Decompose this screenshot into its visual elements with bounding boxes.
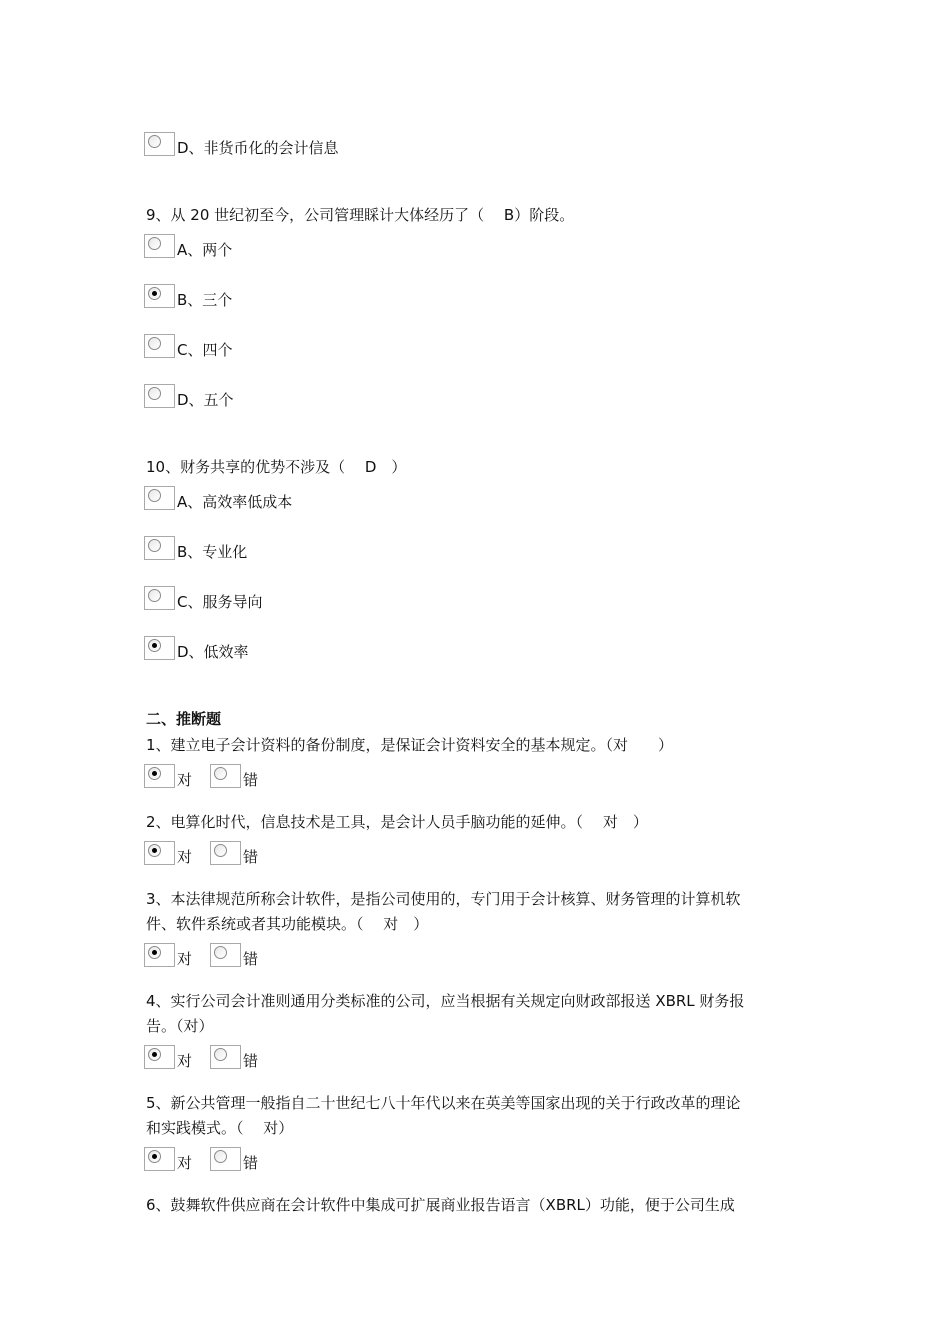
- option-label: A、两个: [177, 241, 233, 259]
- option-label: C、四个: [177, 341, 233, 359]
- tf-question-4-options: [144, 1039, 258, 1069]
- radio-button-checked[interactable]: [148, 639, 161, 652]
- tf-question-1-stem: 1、建立电子会计资料的备份制度，是保证会计资料安全的基本规定。（对 ）: [146, 736, 674, 754]
- radio-box[interactable]: [144, 132, 175, 156]
- radio-button-checked[interactable]: [148, 946, 161, 959]
- q10-option-d[interactable]: [144, 628, 249, 660]
- false-label: 错: [243, 848, 259, 866]
- radio-box[interactable]: [210, 841, 241, 865]
- true-label: 对: [177, 771, 193, 789]
- false-label: 错: [243, 1154, 259, 1172]
- option-label: D、五个: [177, 391, 234, 409]
- radio-button[interactable]: [148, 337, 161, 350]
- true-label: 对: [177, 1052, 193, 1070]
- radio-button-checked[interactable]: [148, 844, 161, 857]
- radio-box[interactable]: [210, 764, 241, 788]
- radio-box[interactable]: [144, 284, 175, 308]
- false-option[interactable]: [210, 1147, 258, 1171]
- radio-box[interactable]: [144, 1147, 175, 1171]
- radio-box[interactable]: [144, 1045, 175, 1069]
- radio-button-checked[interactable]: [148, 1048, 161, 1061]
- option-label: A、高效率低成本: [177, 493, 293, 511]
- radio-box[interactable]: [144, 943, 175, 967]
- true-label: 对: [177, 1154, 193, 1172]
- radio-box[interactable]: [144, 384, 175, 408]
- radio-button[interactable]: [214, 767, 227, 780]
- option-label: B、专业化: [177, 543, 248, 561]
- true-option[interactable]: [144, 764, 192, 788]
- tf-question-5-stem-line2: 和实践模式。（ 对）: [146, 1119, 294, 1137]
- tf-question-3-options: [144, 937, 258, 967]
- q9-option-a[interactable]: [144, 226, 232, 258]
- radio-box[interactable]: [210, 1045, 241, 1069]
- true-option[interactable]: [144, 841, 192, 865]
- radio-button[interactable]: [148, 135, 161, 148]
- radio-button[interactable]: [148, 539, 161, 552]
- option-label: B、三个: [177, 291, 233, 309]
- radio-box[interactable]: [144, 636, 175, 660]
- false-option[interactable]: [210, 841, 258, 865]
- q10-option-c[interactable]: [144, 578, 262, 610]
- false-option[interactable]: [210, 1045, 258, 1069]
- true-label: 对: [177, 848, 193, 866]
- question-10-stem: 10、财务共享的优势不涉及（ D ）: [146, 458, 407, 476]
- tf-question-2-stem: 2、电算化时代，信息技术是工具，是会计人员手脑功能的延伸。（ 对 ）: [146, 813, 648, 831]
- true-option[interactable]: [144, 1147, 192, 1171]
- option-label: D、非货币化的会计信息: [177, 139, 339, 157]
- tf-question-5-stem-line1: 5、新公共管理一般指自二十世纪七八十年代以来在英美等国家出现的关于行政改革的理论: [146, 1094, 741, 1112]
- q8-option-d[interactable]: [144, 124, 339, 156]
- radio-box[interactable]: [144, 486, 175, 510]
- tf-question-3-stem-line1: 3、本法律规范所称会计软件，是指公司使用的，专门用于会计核算、财务管理的计算机软: [146, 890, 741, 908]
- q10-option-b[interactable]: [144, 528, 247, 560]
- true-option[interactable]: [144, 943, 192, 967]
- radio-button[interactable]: [148, 489, 161, 502]
- false-option[interactable]: [210, 764, 258, 788]
- section-title: 二、推断题: [146, 710, 222, 728]
- q9-option-d[interactable]: [144, 376, 234, 408]
- q9-option-c[interactable]: [144, 326, 232, 358]
- radio-box[interactable]: [144, 764, 175, 788]
- tf-question-5-options: [144, 1141, 258, 1171]
- false-option[interactable]: [210, 943, 258, 967]
- radio-box[interactable]: [144, 841, 175, 865]
- radio-button[interactable]: [148, 387, 161, 400]
- radio-button[interactable]: [214, 946, 227, 959]
- radio-box[interactable]: [144, 234, 175, 258]
- true-label: 对: [177, 950, 193, 968]
- tf-question-4-stem-line1: 4、实行公司会计准则通用分类标准的公司，应当根据有关规定向财政部报送 XBRL 财务报: [146, 992, 745, 1010]
- tf-question-1-options: [144, 758, 258, 788]
- radio-button[interactable]: [148, 589, 161, 602]
- q10-option-a[interactable]: [144, 478, 292, 510]
- option-label: C、服务导向: [177, 593, 263, 611]
- tf-question-4-stem-line2: 告。（对）: [146, 1017, 214, 1035]
- option-label: D、低效率: [177, 643, 249, 661]
- radio-box[interactable]: [144, 586, 175, 610]
- radio-button[interactable]: [148, 237, 161, 250]
- question-9-stem: 9、从 20 世纪初至今，公司管理睬计大体经历了（ B）阶段。: [146, 206, 575, 224]
- radio-box[interactable]: [144, 536, 175, 560]
- false-label: 错: [243, 771, 259, 789]
- tf-question-2-options: [144, 835, 258, 865]
- radio-button[interactable]: [214, 1150, 227, 1163]
- radio-button-checked[interactable]: [148, 767, 161, 780]
- radio-button[interactable]: [214, 1048, 227, 1061]
- radio-button-checked[interactable]: [148, 287, 161, 300]
- tf-question-6-stem-line1: 6、鼓舞软件供应商在会计软件中集成可扩展商业报告语言（XBRL）功能，便于公司生成: [146, 1196, 735, 1214]
- true-option[interactable]: [144, 1045, 192, 1069]
- tf-question-3-stem-line2: 件、软件系统或者其功能模块。（ 对 ）: [146, 915, 429, 933]
- false-label: 错: [243, 1052, 259, 1070]
- radio-button[interactable]: [214, 844, 227, 857]
- radio-box[interactable]: [144, 334, 175, 358]
- radio-box[interactable]: [210, 1147, 241, 1171]
- q9-option-b[interactable]: [144, 276, 232, 308]
- false-label: 错: [243, 950, 259, 968]
- radio-button-checked[interactable]: [148, 1150, 161, 1163]
- radio-box[interactable]: [210, 943, 241, 967]
